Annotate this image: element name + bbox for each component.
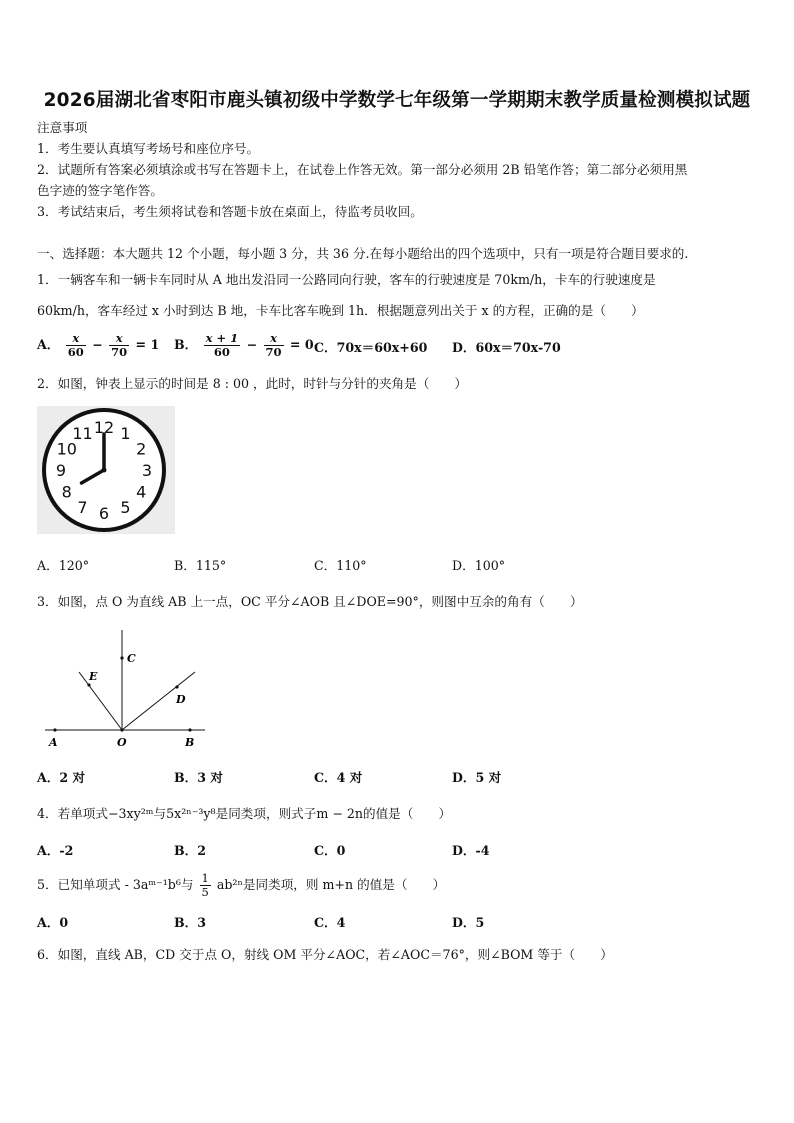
q1-option-d: D．60x＝70x-70: [452, 340, 561, 355]
q3-option-c: C．4 对: [314, 770, 363, 785]
label-e: E: [89, 670, 98, 683]
notice-item-2: 2．试题所有答案必须填涂或书写在答题卡上，在试卷上作答无效。第一部分必须用 2B 铅笔作答；第二部分必须用黑: [37, 162, 688, 177]
q6-stem: 6．如图，直线 AB，CD 交于点 O，射线 OM 平分∠AOC，若∠AOC＝76°，则∠BOM 等于（ ）: [37, 947, 613, 962]
clock-figure: [37, 406, 175, 534]
notice-item-1: 1．考生要认真填写考场号和座位序号。: [37, 141, 260, 156]
option-label: A．: [37, 337, 60, 352]
q5-stem: 5．已知单项式 - 3aᵐ⁻¹b⁶与 $\frac{1}{5}$ ab²ⁿ是同类项，则 m+n 的值是（ ）: [37, 871, 446, 899]
q4-option-d: D．-4: [452, 843, 490, 858]
q1-stem-line1: 1．一辆客车和一辆卡车同时从 A 地出发沿同一公路同向行驶，客车的行驶速度是 70km/h，卡车的行驶速度是: [37, 272, 656, 287]
q5-option-a: A．0: [37, 915, 69, 930]
fraction: $\frac{x}{60}$: [67, 331, 84, 359]
clock-numeral: 8: [61, 482, 72, 502]
ray-oe: [79, 672, 122, 730]
q4-option-c: C．0: [314, 843, 346, 858]
q5-option-c: C．4: [314, 915, 346, 930]
q5-option-d: D．5: [452, 915, 485, 930]
label-a: A: [49, 736, 58, 749]
clock-numeral: 7: [77, 498, 88, 518]
label-b: B: [185, 736, 195, 749]
section-heading: 一、选择题：本大题共 12 个小题，每小题 3 分，共 36 分.在每小题给出的四个选项中，只有一项是符合题目要求的.: [37, 246, 689, 261]
q2-option-c: C．110°: [314, 558, 367, 573]
clock-numeral: 2: [136, 439, 147, 459]
clock-numeral: 11: [72, 423, 93, 443]
q4-option-b: B．2: [174, 843, 207, 858]
q4-stem: 4．若单项式−3xy²ᵐ与5x²ⁿ⁻³y⁸是同类项，则式子m − 2n的值是（ ）: [37, 806, 452, 821]
clock-numeral: 1: [120, 423, 131, 443]
option-label: B．: [174, 337, 198, 352]
point-o: [120, 728, 123, 731]
q1-option-a: A． $\frac{x}{60}$ − $\frac{x}{70}$ = 1: [37, 331, 160, 359]
label-c: C: [127, 652, 136, 665]
notice-item-2-cont: 色字迹的签字笔作答。: [37, 183, 163, 198]
q2-option-d: D．100°: [452, 558, 506, 573]
q3-stem: 3．如图，点 O 为直线 AB 上一点，OC 平分∠AOB 且∠DOE=90°，则图中互余的角有（ ）: [37, 594, 583, 609]
label-o: O: [117, 736, 127, 749]
fraction: $\frac{x}{70}$: [265, 331, 282, 359]
point-a: [53, 728, 56, 731]
page-title: 2026届湖北省枣阳市鹿头镇初级中学数学七年级第一学期期末教学质量检测模拟试题: [43, 90, 751, 111]
point-b: [188, 728, 191, 731]
point-c: [120, 656, 123, 659]
q2-stem: 2．如图，钟表上显示的时间是 8 : 00 ，此时，时针与分针的夹角是（ ）: [37, 376, 468, 391]
q2-option-a: A．120°: [37, 558, 90, 573]
clock-numeral: 10: [56, 439, 77, 459]
point-d: [175, 685, 178, 688]
clock-numeral: 12: [93, 418, 115, 437]
q5-option-b: B．3: [174, 915, 207, 930]
fraction: $\frac{1}{5}$: [201, 871, 209, 899]
q1-stem-line2: 60km/h，客车经过 x 小时到达 B 地，卡车比客车晚到 1h．根据题意列出关于 x 的方程，正确的是（ ）: [37, 303, 644, 318]
fraction: $\frac{x}{70}$: [111, 331, 128, 359]
clock-center: [102, 468, 107, 473]
fraction: $\frac{x + 1}{60}$: [205, 331, 239, 359]
clock-numeral: 9: [55, 461, 67, 480]
q3-option-b: B．3 对: [174, 770, 223, 785]
angle-figure: [37, 624, 217, 752]
notice-heading: 注意事项: [37, 120, 88, 135]
notice-item-3: 3．考试结束后，考生须将试卷和答题卡放在桌面上，待监考员收回。: [37, 204, 423, 219]
clock-numeral: 4: [136, 482, 147, 502]
clock-numeral: 6: [98, 504, 110, 523]
q1-option-b: B． $\frac{x + 1}{60}$ − $\frac{x}{70}$ = 0: [174, 331, 314, 359]
clock-numeral: 5: [120, 498, 131, 518]
q2-option-b: B．115°: [174, 558, 227, 573]
q1-option-c: C．70x＝60x+60: [314, 340, 428, 355]
q3-option-a: A．2 对: [37, 770, 86, 785]
q3-option-d: D．5 对: [452, 770, 502, 785]
label-d: D: [176, 693, 186, 706]
q4-option-a: A．-2: [37, 843, 74, 858]
clock-numeral: 3: [141, 461, 153, 480]
point-e: [87, 683, 90, 686]
